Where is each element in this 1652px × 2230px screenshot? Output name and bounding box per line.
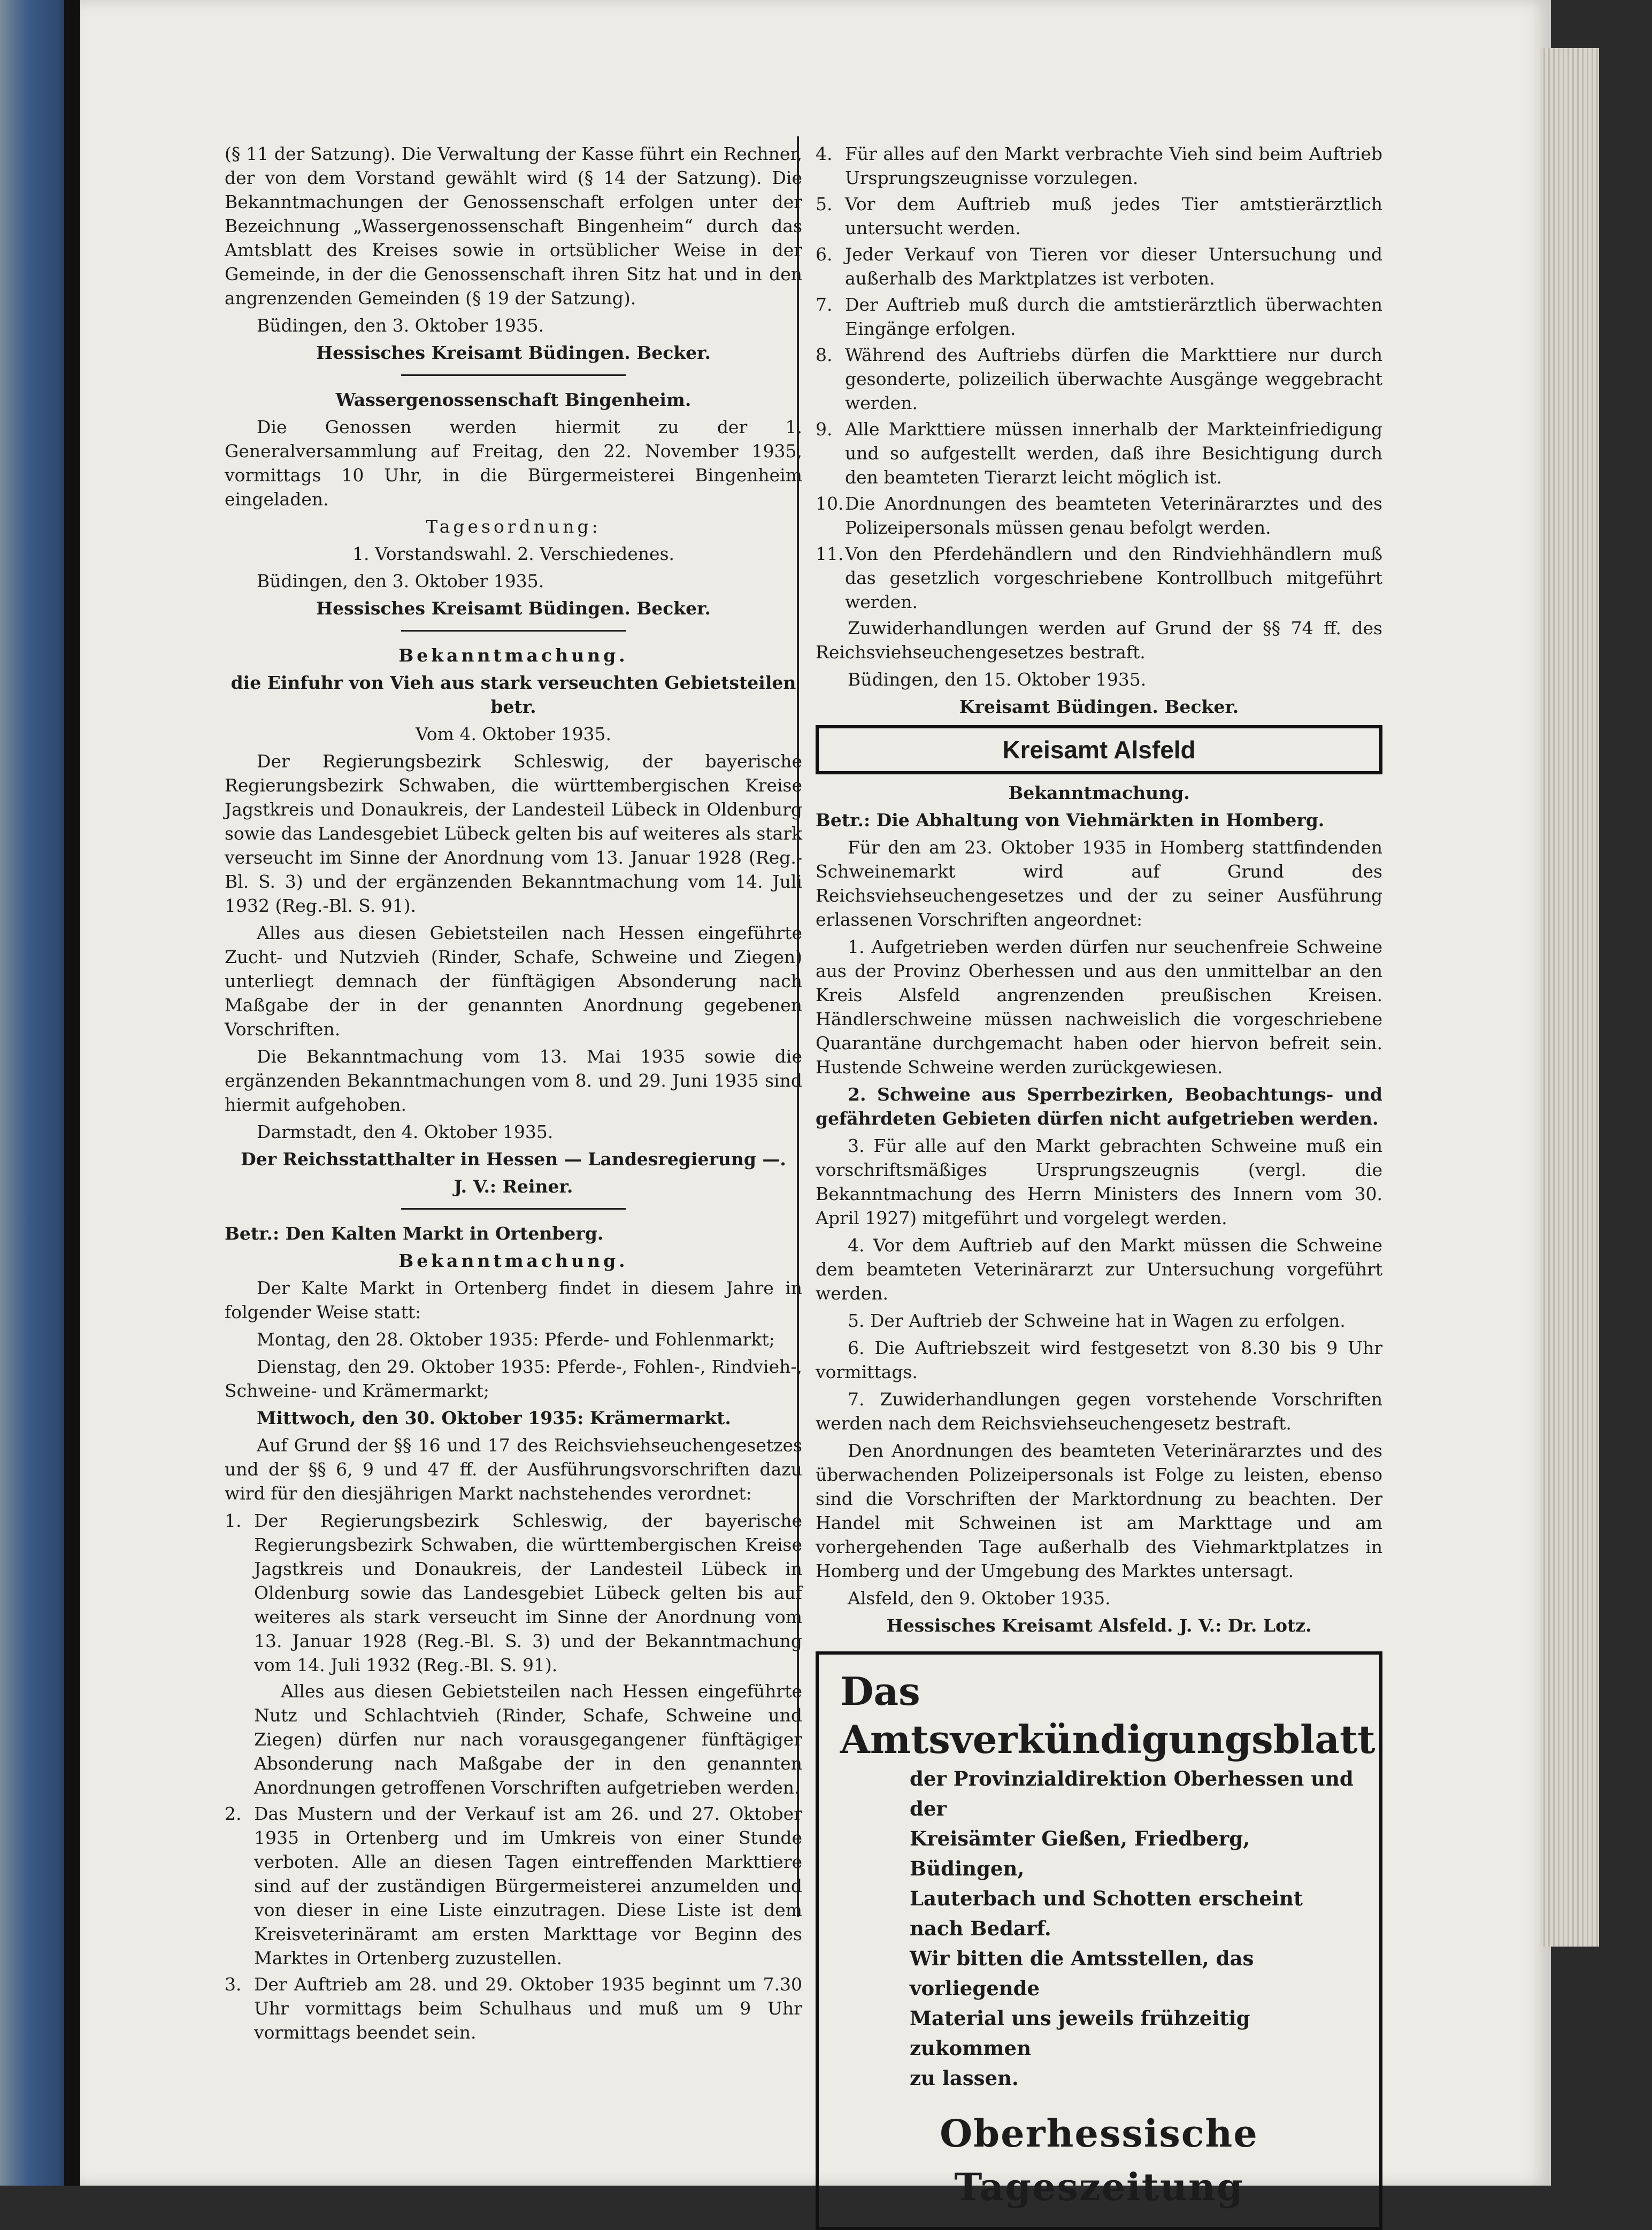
list-text: Die Anordnungen des beamteten Veterinärarztes und des Polizeipersonals müssen genau befolgt werden. — [845, 493, 1382, 538]
ad-body-line: Wir bitten die Amtsstellen, das vorliegende — [910, 1947, 1254, 2000]
list-item — [225, 1802, 802, 1970]
subject-line: Betr.: Die Abhaltung von Viehmärkten in Homberg. — [816, 810, 1325, 831]
list-number: 6. — [816, 244, 833, 265]
paragraph: 5. Der Auftrieb der Schweine hat in Wagen zu erfolgen. — [848, 1310, 1346, 1331]
paragraph: Für den am 23. Oktober 1935 in Homberg stattfindenden Schweinemarkt wird auf Grund des Reichsviehseuchengesetzes und der zu seiner Ausführung erlassenen Vorschriften angeordnet: — [816, 837, 1382, 930]
schedule-line: Dienstag, den 29. Oktober 1935: Pferde-, Fohlen-, Rindvieh-, Schweine- und Krämermarkt; — [225, 1356, 802, 1401]
ad-body-line: zu lassen. — [910, 2066, 1019, 2090]
paragraph: Den Anordnungen des beamteten Veterinärarztes und des überwachenden Polizeipersonals ist Folge zu leisten, ebenso sind die Vorschriften der Marktordnung zu beachten. Der Handel mit Schweinen ist am Markttage und am vorhergehenden Tage außerhalb des Viehmarktplatzes in Homberg und der Umgebung des Marktes untersagt. — [816, 1440, 1382, 1581]
paragraph: 6. Die Auftriebszeit wird festgesetzt von 8.30 bis 9 Uhr vormittags. — [816, 1337, 1382, 1382]
list-item — [816, 491, 1382, 540]
list-text: Das Mustern und der Verkauf ist am 26. und 27. Oktober 1935 in Ortenberg und im Umkreis von einer Stunde verboten. Alle an diesen Tagen eintreffenden Markttiere sind auf der zuständigen Bürgermeisterei anzumelden und von dieser in eine Liste einzutragen. Diese Liste ist dem Kreisveterinäramt am ersten Markttage vor Beginn des Marktes in Ortenberg zuzustellen. — [254, 1803, 802, 1968]
list-number: 9. — [816, 419, 833, 440]
paragraph: 3. Für alle auf den Markt gebrachten Schweine muß ein vorschriftsmäßiges Ursprungszeugnis (vergl. die Bekanntmachung des Herrn Ministers des Innern vom 30. April 1927) mitgeführt und vorgelegt werden. — [816, 1135, 1382, 1228]
ad-body-line: der Provinzialdirektion Oberhessen und der — [910, 1767, 1354, 1820]
signature: Der Reichsstatthalter in Hessen — Landesregierung —. — [241, 1149, 786, 1170]
list-text: Der Auftrieb am 28. und 29. Oktober 1935 beginnt um 7.30 Uhr vormittags beim Schulhaus und muß um 9 Uhr vormittags beendet sein. — [254, 1974, 802, 2043]
list-item — [816, 343, 1382, 415]
signature: Kreisamt Büdingen. Becker. — [959, 696, 1239, 717]
ad-title: Das — [840, 1668, 920, 1714]
signature: J. V.: Reiner. — [454, 1176, 573, 1197]
section-subheading: die Einfuhr von Vieh aus stark verseuchten Gebietsteilen betr. — [230, 672, 796, 717]
paragraph: 4. Vor dem Auftrieb auf den Markt müssen die Schweine dem beamteten Veterinärarzt zur Untersuchung vorgeführt werden. — [816, 1235, 1382, 1304]
list-number: 11. — [816, 543, 844, 564]
list-number: 8. — [816, 344, 833, 365]
agenda-title: Tagesordnung: — [426, 516, 601, 537]
list-text: Alles aus diesen Gebietsteilen nach Hessen eingeführte Nutz und Schlachtvieh (Rinder, Schafe, Schweine und Ziegen) dürfen nur nach vorausgegangener fünftägiger Absonderung nach Maßgabe der in den genannten Anordnungen getroffenen Vorschriften aufgetrieben werden. — [254, 1681, 802, 1798]
list-item — [816, 192, 1382, 240]
subject-line: Betr.: Den Kalten Markt in Ortenberg. — [225, 1223, 604, 1244]
left-column — [225, 142, 802, 2047]
section-date: Vom 4. Oktober 1935. — [416, 724, 611, 744]
book-binding — [0, 0, 72, 2186]
separator-rule — [401, 630, 626, 632]
list-number: 4. — [816, 143, 833, 164]
paragraph: 7. Zuwiderhandlungen gegen vorstehende Vorschriften werden nach dem Reichsviehseuchengesetz bestraft. — [816, 1389, 1382, 1434]
section-heading: Bekanntmachung. — [1008, 782, 1190, 803]
list-number: 3. — [225, 1974, 242, 1995]
ad-body — [910, 1764, 1358, 2093]
newspaper-name: Oberhessische Tageszeitung — [940, 2111, 1258, 2209]
date-line: Alsfeld, den 9. Oktober 1935. — [848, 1588, 1111, 1609]
ad-title: Amtsverkündigungsblatt — [840, 1717, 1376, 1762]
section-heading: Wassergenossenschaft Bingenheim. — [335, 389, 691, 410]
list-item — [816, 293, 1382, 341]
list-number: 10. — [816, 493, 844, 514]
page-edges — [1540, 48, 1599, 1947]
list-number: 1. — [225, 1510, 242, 1531]
paragraph: Die Genossen werden hiermit zu der 1. Generalversammlung auf Freitag, den 22. November 1935, vormittags 10 Uhr, in die Bürgermeisterei Bingenheim eingeladen. — [225, 417, 802, 510]
ad-body-line: Kreisämter Gießen, Friedberg, Büdingen, — [910, 1827, 1250, 1880]
separator-rule — [401, 1208, 626, 1210]
list-item — [816, 142, 1382, 190]
paragraph: 2. Schweine aus Sperrbezirken, Beobachtungs- und gefährdeten Gebieten dürfen nicht aufgetrieben werden. — [816, 1084, 1382, 1129]
paragraph: 1. Aufgetrieben werden dürfen nur seuchenfreie Schweine aus der Provinz Oberhessen und aus den unmittelbar an den Kreis Alsfeld angrenzenden preußischen Kreisen. Händlerschweine müssen nachweislich die vorgeschriebene Quarantäne durchgemacht haben oder hiervon befreit sein. Hustende Schweine werden zurückgewiesen. — [816, 936, 1382, 1078]
ad-body-line: Material uns jeweils frühzeitig zukommen — [910, 2006, 1250, 2060]
list-item — [225, 1972, 802, 2044]
list-text: Für alles auf den Markt verbrachte Vieh sind beim Auftrieb Ursprungszeugnisse vorzulegen. — [845, 143, 1382, 188]
section-heading: Bekanntmachung. — [398, 1250, 628, 1271]
list-text: Der Regierungsbezirk Schleswig, der bayerische Regierungsbezirk Schwaben, die württembergischen Kreise Jagstkreis und Donaukreis, der Landesteil Lübeck in Oldenburg sowie das Landesgebiet Lübeck gelten bis auf weiteres als stark verseucht im Sinne der Anordnung vom 13. Januar 1928 (Reg.-Bl. S. 3) und der Bekanntmachung vom 14. Juli 1932 (Reg.-Bl. S. 91). — [254, 1510, 802, 1675]
schedule-line: Montag, den 28. Oktober 1935: Pferde- und Fohlenmarkt; — [257, 1329, 775, 1350]
date-line: Büdingen, den 3. Oktober 1935. — [257, 571, 544, 591]
agenda-items: 1. Vorstandswahl. 2. Verschiedenes. — [352, 543, 674, 564]
right-column — [816, 142, 1382, 2230]
authority-box: Kreisamt Alsfeld — [816, 725, 1382, 774]
paragraph: Alles aus diesen Gebietsteilen nach Hessen eingeführte Zucht- und Nutzvieh (Rinder, Schafe, Schweine und Ziegen) unterliegt demnach der fünftägigen Absonderung nach Maßgabe der in der genannten Anordnung gegebenen Vorschriften. — [225, 922, 802, 1040]
date-line: Büdingen, den 3. Oktober 1935. — [257, 315, 544, 336]
list-text: Der Auftrieb muß durch die amtstierärztlich überwachten Eingänge erfolgen. — [845, 294, 1382, 339]
ad-body-line: Lauterbach und Schotten erscheint nach Bedarf. — [910, 1887, 1303, 1940]
list-text: Alle Markttiere müssen innerhalb der Markteinfriedigung und so aufgestellt werden, daß ihre Besichtigung durch den beamteten Tierarzt leicht möglich ist. — [845, 419, 1382, 488]
list-item — [225, 1679, 802, 1800]
list-text: Von den Pferdehändlern und den Rindviehhändlern muß das gesetzlich vorgeschriebene Kontrollbuch mitgeführt werden. — [845, 543, 1382, 612]
advertisement-box — [816, 1651, 1382, 2230]
separator-rule — [401, 374, 626, 376]
list-number: 2. — [225, 1803, 242, 1824]
date-line: Büdingen, den 15. Oktober 1935. — [848, 669, 1147, 690]
paragraph: (§ 11 der Satzung). Die Verwaltung der Kasse führt ein Rechner, der von dem Vorstand gewählt wird (§ 14 der Satzung). Die Bekanntmachungen der Genossenschaft erfolgen unter der Bezeichnung „Wassergenossenschaft Bingenheim“ durch das Amtsblatt des Kreises sowie in ortsüblicher Weise in der Gemeinde, in der die Genossenschaft ihren Sitz hat und in den angrenzenden Gemeinden (§ 19 der Satzung). — [225, 143, 802, 309]
signature: Hessisches Kreisamt Büdingen. Becker. — [316, 598, 711, 619]
list-number — [225, 1679, 254, 1800]
signature: Hessisches Kreisamt Büdingen. Becker. — [316, 342, 711, 363]
list-item — [816, 242, 1382, 290]
list-number: 5. — [816, 194, 833, 214]
paragraph: Auf Grund der §§ 16 und 17 des Reichsviehseuchengesetzes und der §§ 6, 9 und 47 ff. der Ausführungsvorschriften dazu wird für den diesjährigen Markt nachstehendes verordnet: — [225, 1435, 802, 1504]
list-text: Während des Auftriebs dürfen die Markttiere nur durch gesonderte, polizeilich überwachte Ausgänge weggebracht werden. — [845, 344, 1382, 413]
paragraph: Zuwiderhandlungen werden auf Grund der §§ 74 ff. des Reichsviehseuchengesetzes bestraft. — [816, 618, 1382, 663]
paragraph: Der Kalte Markt in Ortenberg findet in diesem Jahre in folgender Weise statt: — [225, 1278, 802, 1322]
list-number: 7. — [816, 294, 833, 315]
schedule-line: Mittwoch, den 30. Oktober 1935: Krämermarkt. — [257, 1408, 731, 1428]
paragraph: Der Regierungsbezirk Schleswig, der bayerische Regierungsbezirk Schwaben, die württembergischen Kreise Jagstkreis und Donaukreis, der Landesteil Lübeck in Oldenburg sowie das Landesgebiet Lübeck gelten bis auf weiteres als stark verseucht im Sinne der Anordnung vom 13. Januar 1928 (Reg.-Bl. S. 3) und der ergänzenden Bekanntmachung vom 14. Juli 1932 (Reg.-Bl. S. 91). — [225, 751, 802, 916]
list-item — [225, 1509, 802, 1677]
list-text: Vor dem Auftrieb muß jedes Tier amtstierärztlich untersucht werden. — [845, 194, 1382, 239]
list-text: Jeder Verkauf von Tieren vor dieser Untersuchung und außerhalb des Marktplatzes ist verboten. — [845, 244, 1382, 289]
list-item — [816, 417, 1382, 489]
date-line: Darmstadt, den 4. Oktober 1935. — [257, 1121, 554, 1142]
list-item — [816, 542, 1382, 614]
section-heading: Bekanntmachung. — [398, 645, 628, 666]
paragraph: Die Bekanntmachung vom 13. Mai 1935 sowie die ergänzenden Bekanntmachungen vom 8. und 29. Juni 1935 sind hiermit aufgehoben. — [225, 1046, 802, 1115]
signature: Hessisches Kreisamt Alsfeld. J. V.: Dr. Lotz. — [886, 1615, 1312, 1636]
